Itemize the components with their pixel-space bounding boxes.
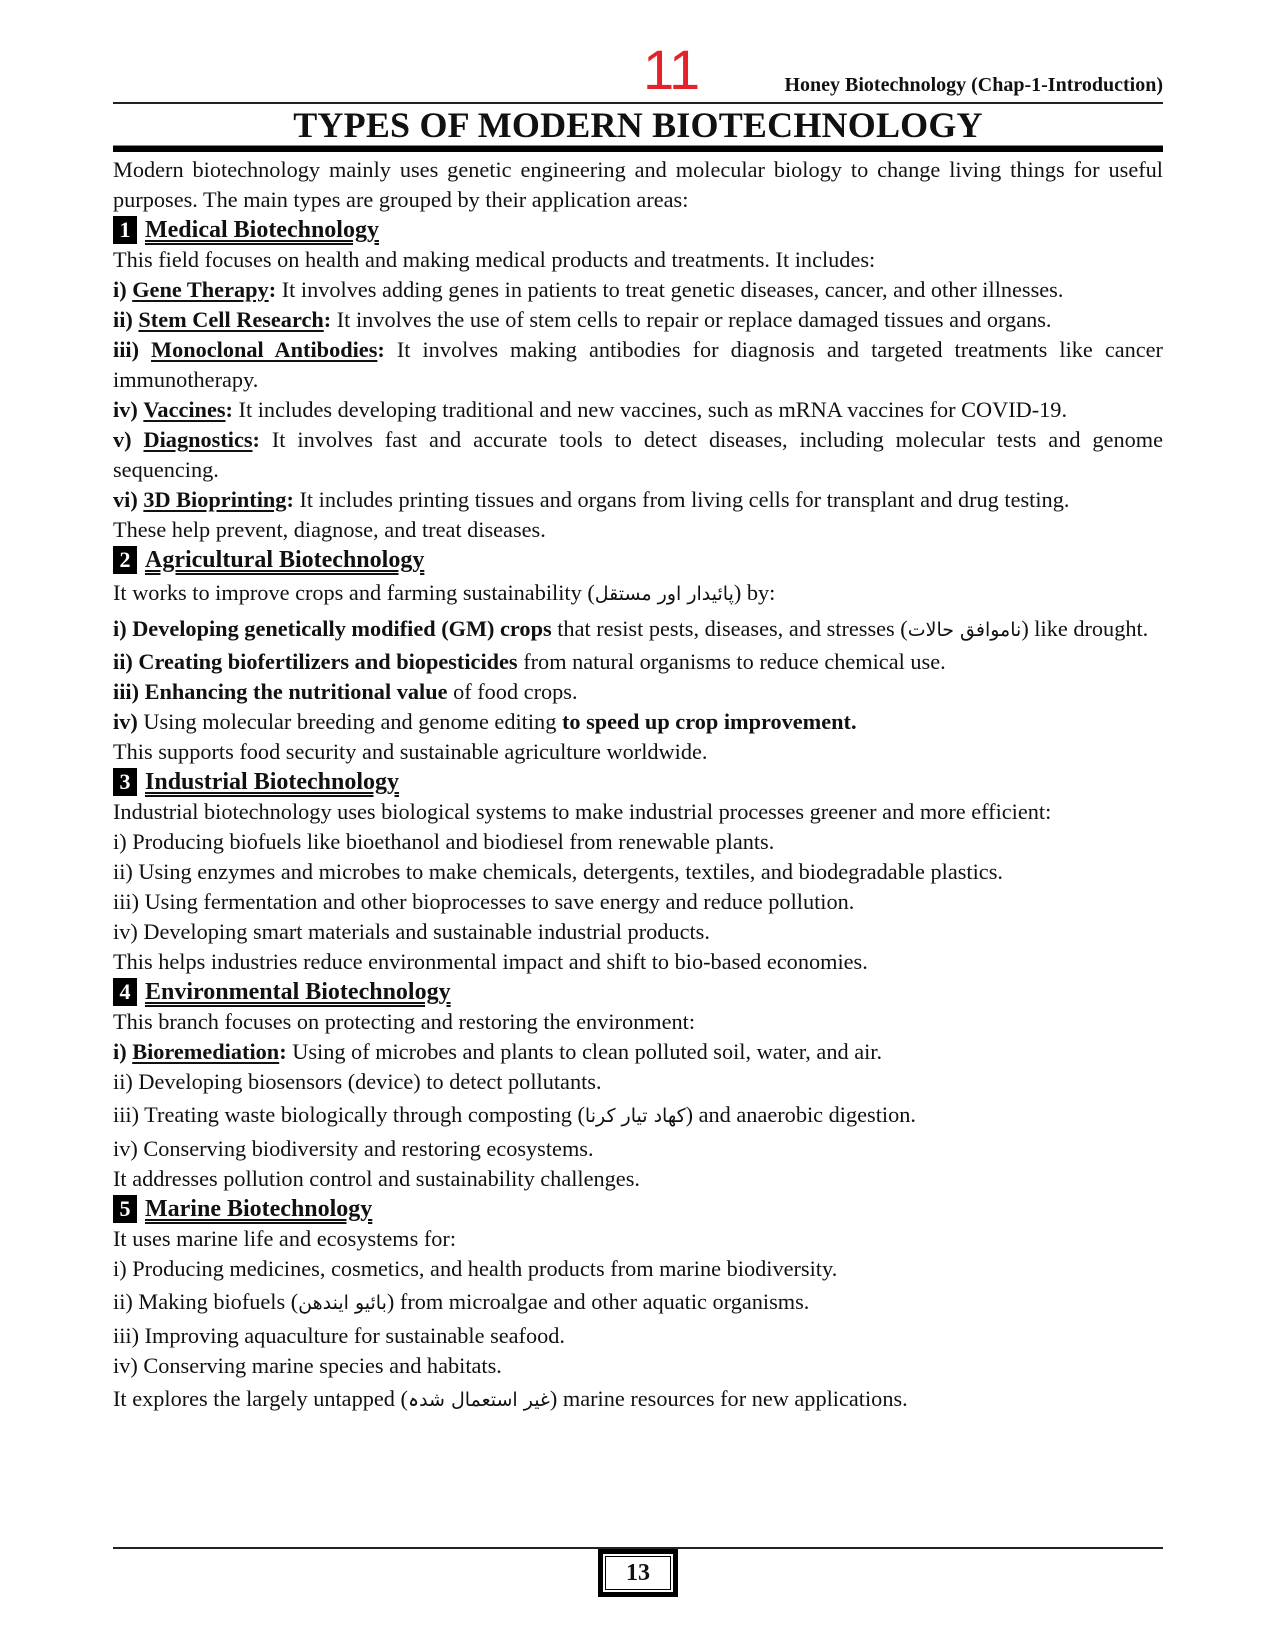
list-item: iv) Conserving biodiversity and restoring ecosystems. — [113, 1136, 594, 1161]
urdu-gloss: کھاد تیار کرنا — [584, 1105, 686, 1127]
list-item: v) Diagnostics: It involves fast and accurate tools to detect diseases, including molecular tests and genome sequencing. — [113, 427, 1163, 482]
section-closing: This supports food security and sustainable agriculture worldwide. — [113, 739, 708, 764]
title-rule — [113, 145, 1163, 152]
list-item: i) Producing biofuels like bioethanol and biodiesel from renewable plants. — [113, 829, 775, 854]
item-term: Gene Therapy — [132, 277, 269, 302]
section-title: Environmental Biotechnology — [145, 979, 451, 1005]
section-lead: This field focuses on health and making medical products and treatments. It includes: — [113, 247, 876, 272]
list-item: iii) Enhancing the nutritional value of food crops. — [113, 679, 578, 704]
list-item: iii) Monoclonal Antibodies: It involves making antibodies for diagnosis and targeted treatments like cancer immunotherapy. — [113, 337, 1163, 392]
section-lead: Industrial biotechnology uses biological systems to make industrial processes greener and more efficient: — [113, 799, 1052, 824]
item-term: Monoclonal Antibodies — [151, 337, 378, 362]
urdu-gloss: غیر استعمال شدہ — [407, 1389, 550, 1411]
list-item: ii) Using enzymes and microbes to make chemicals, detergents, textiles, and biodegradable plastics. — [113, 859, 1003, 884]
page-title: TYPES OF MODERN BIOTECHNOLOGY — [293, 105, 983, 145]
section-title: Medical Biotechnology — [145, 217, 379, 243]
list-item: ii) Developing biosensors (device) to detect pollutants. — [113, 1069, 602, 1094]
page-header — [113, 38, 1163, 102]
page-badge: 11 — [643, 38, 700, 101]
list-item: iii) Using fermentation and other bioprocesses to save energy and reduce pollution. — [113, 889, 855, 914]
item-term: Stem Cell Research — [138, 307, 324, 332]
section-heading-marine — [113, 1194, 1163, 1224]
item-term: 3D Bioprinting — [143, 487, 287, 512]
list-item: i) Gene Therapy: It involves adding genes in patients to treat genetic diseases, cancer, and other illnesses. — [113, 277, 1064, 302]
list-item: i) Developing genetically modified (GM) crops that resist pests, diseases, and stresses (ناموافق حالات) like drought. — [113, 616, 1149, 641]
list-item: vi) 3D Bioprinting: It includes printing tissues and organs from living cells for transplant and drug testing. — [113, 487, 1070, 512]
section-number: 4 — [113, 978, 137, 1006]
section-heading-medical — [113, 215, 1163, 245]
section-closing: This helps industries reduce environmental impact and shift to bio-based economies. — [113, 949, 868, 974]
urdu-gloss: بائیو ایندھن — [298, 1292, 387, 1314]
list-item: iv) Developing smart materials and sustainable industrial products. — [113, 919, 710, 944]
section-closing: It addresses pollution control and sustainability challenges. — [113, 1166, 640, 1191]
page-number-box — [598, 1549, 678, 1597]
list-item: ii) Making biofuels (بائیو ایندھن) from microalgae and other aquatic organisms. — [113, 1289, 810, 1314]
list-item: iii) Treating waste biologically through composting (کھاد تیار کرنا) and anaerobic digestion. — [113, 1102, 916, 1127]
list-item: iv) Conserving marine species and habitats. — [113, 1353, 502, 1378]
section-lead: It works to improve crops and farming sustainability (پائیدار اور مستقل) by: — [113, 580, 776, 605]
section-number: 2 — [113, 546, 137, 574]
section-number: 3 — [113, 768, 137, 796]
running-head: Honey Biotechnology (Chap-1-Introduction) — [784, 74, 1163, 96]
urdu-gloss: پائیدار اور مستقل — [594, 583, 734, 605]
list-item: iii) Improving aquaculture for sustainable seafood. — [113, 1323, 565, 1348]
section-closing: These help prevent, diagnose, and treat diseases. — [113, 517, 546, 542]
list-item: i) Bioremediation: Using of microbes and plants to clean polluted soil, water, and air. — [113, 1039, 883, 1064]
list-item: i) Producing medicines, cosmetics, and health products from marine biodiversity. — [113, 1256, 838, 1281]
item-term: Vaccines — [143, 397, 226, 422]
section-heading-industrial — [113, 767, 1163, 797]
list-item: iv) Using molecular breeding and genome editing to speed up crop improvement. — [113, 709, 857, 734]
content — [113, 155, 1163, 1418]
item-term: Diagnostics — [143, 427, 253, 452]
section-number: 5 — [113, 1195, 137, 1223]
section-heading-environmental — [113, 977, 1163, 1007]
section-closing: It explores the largely untapped (غیر استعمال شدہ) marine resources for new applications. — [113, 1386, 908, 1411]
list-item: ii) Creating biofertilizers and biopesticides from natural organisms to reduce chemical use. — [113, 649, 946, 674]
intro-paragraph: Modern biotechnology mainly uses genetic engineering and molecular biology to change living things for useful purposes. The main types are grouped by their application areas: — [113, 157, 1163, 212]
section-title: Industrial Biotechnology — [145, 769, 400, 795]
section-heading-agricultural — [113, 545, 1163, 575]
section-number: 1 — [113, 216, 137, 244]
item-term: Bioremediation — [132, 1039, 280, 1064]
section-title: Marine Biotechnology — [145, 1196, 373, 1222]
list-item: ii) Stem Cell Research: It involves the use of stem cells to repair or replace damaged tissues and organs. — [113, 307, 1052, 332]
section-title: Agricultural Biotechnology — [145, 547, 425, 573]
section-lead: It uses marine life and ecosystems for: — [113, 1226, 457, 1251]
urdu-gloss: ناموافق حالات — [907, 619, 1022, 641]
page-number: 13 — [605, 1556, 671, 1590]
list-item: iv) Vaccines: It includes developing traditional and new vaccines, such as mRNA vaccines for COVID-19. — [113, 397, 1068, 422]
section-lead: This branch focuses on protecting and restoring the environment: — [113, 1009, 696, 1034]
